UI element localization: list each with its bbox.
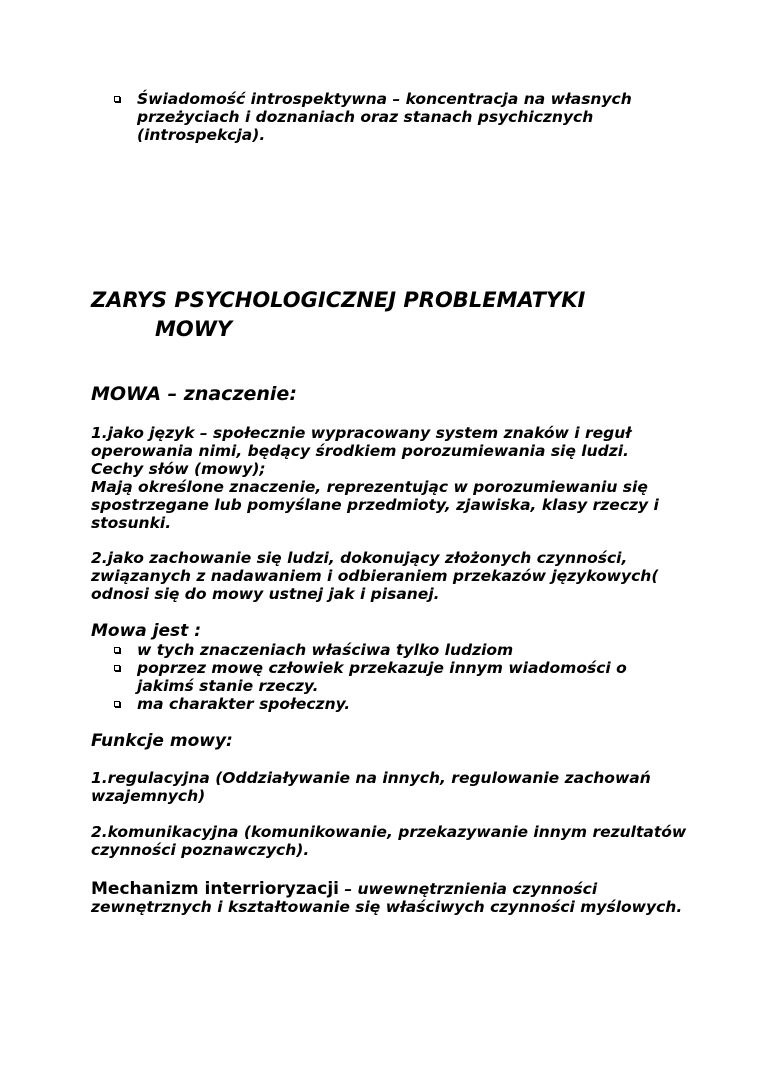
document-title [91,286,711,344]
list-item: ma charakter społeczny. [112,695,682,713]
section-heading-mowa: MOWA – znaczenie: [91,383,297,405]
square-bullet-icon [114,701,120,707]
title-line-2: MOWY [155,317,233,341]
mechanizm-term: Mechanizm interrioryzacji [91,879,339,899]
list-item: Świadomość introspektywna – koncentracja na własnych przeżyciach i doznaniach oraz stanach psychicznych (introspekcja). [112,90,682,144]
title-line-1: ZARYS PSYCHOLOGICZNEJ PROBLEMATYKI [91,288,586,312]
funkcja-1: 1.regulacyjna (Oddziaływanie na innych, regulowanie zachowań wzajemnych) [91,769,651,805]
mechanizm-paragraph [91,880,691,916]
list-item: poprzez mowę człowiek przekazuje innym wiadomości o jakimś stanie rzeczy. [112,659,682,695]
square-bullet-icon [114,96,120,102]
funkcje-heading: Funkcje mowy: [91,731,233,751]
list-item: w tych znaczeniach właściwa tylko ludziom [112,641,682,659]
definition-1: 1.jako język – społecznie wypracowany system znaków i reguł operowania nimi, będący środkiem porozumiewania się ludzi. Cechy słów (mowy); Mają określone znaczenie, reprezentując w porozumiewaniu się spostrzegane lub pomyślane przedmioty, zjawiska, klasy rzeczy i stosunki. [91,424,659,532]
funkcja-2: 2.komunikacyjna (komunikowanie, przekazywanie innym rezultatów czynności poznawczych). [91,823,687,859]
mowa-jest-list [112,641,682,713]
square-bullet-icon [114,665,120,671]
mechanizm-definition: – uwewnętrznienia czynności zewnętrznych i kształtowanie się właściwych czynności myślowych. [91,880,683,916]
square-bullet-icon [114,647,120,653]
mowa-jest-heading: Mowa jest : [91,621,202,641]
top-bullet-list [112,90,682,144]
definition-2: 2.jako zachowanie się ludzi, dokonujący złożonych czynności, związanych z nadawaniem i odbieraniem przekazów językowych( odnosi się do mowy ustnej jak i pisanej. [91,549,659,603]
